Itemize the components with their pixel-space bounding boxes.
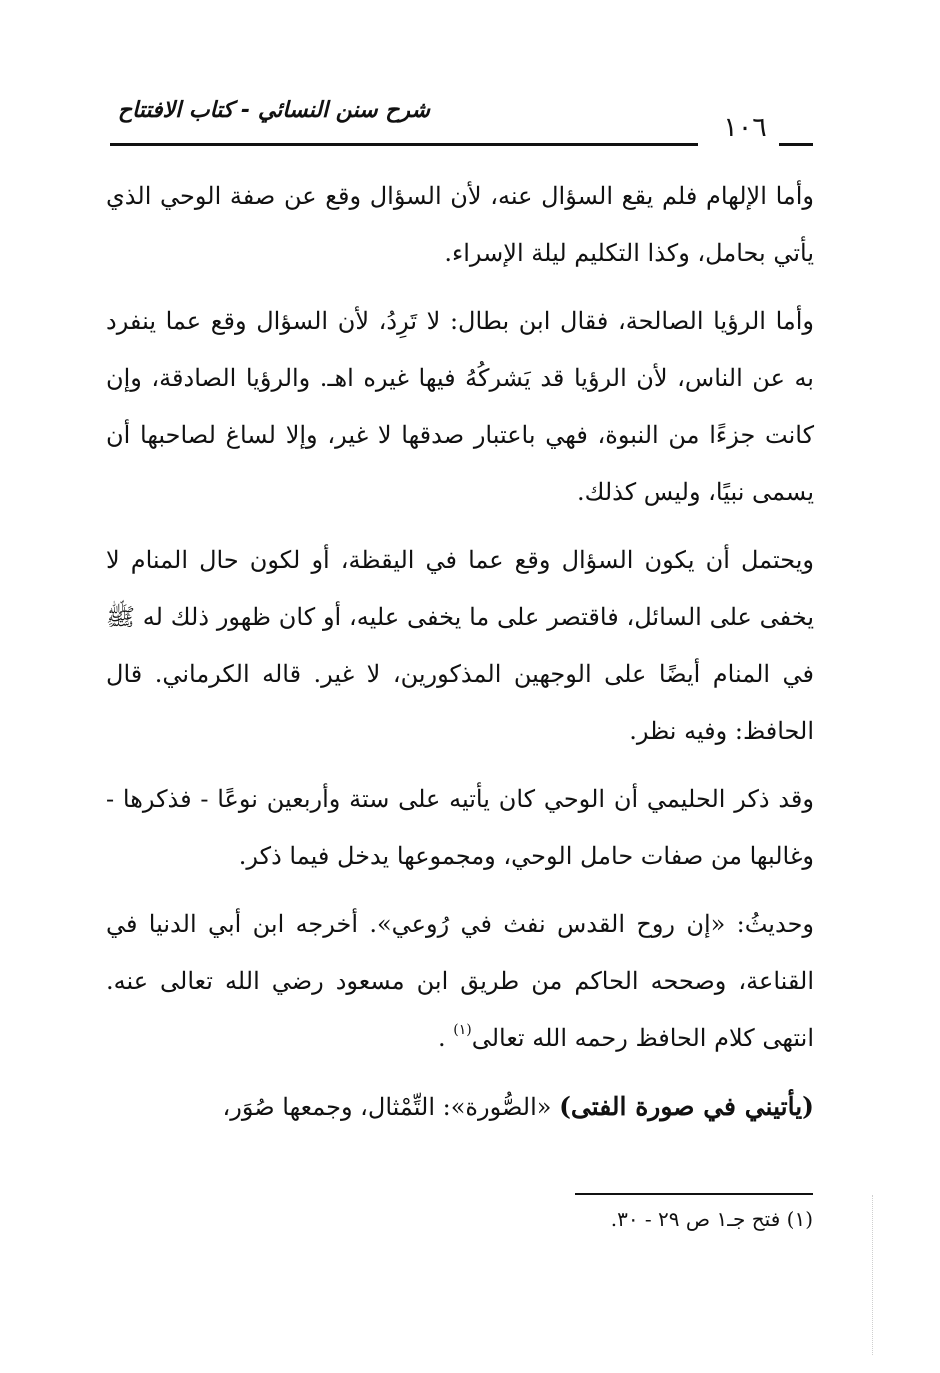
footnote-rule	[575, 1193, 813, 1195]
body-text	[106, 168, 814, 1136]
scan-margin-dots	[872, 1195, 875, 1355]
paragraph-hadith-text: وحديثُ: «إن روح القدس نفث في رُوعي». أخرجه ابن أبي الدنيا في القناعة، وصححه الحاكم من طريق ابن مسعود رضي الله تعالى عنه. انتهى كلام الحافظ رحمه الله تعالى	[106, 910, 814, 1052]
paragraph-hadith	[106, 896, 814, 1067]
footnote-reference: (١)	[453, 1022, 472, 1038]
footnote: (١) فتح جـ١ ص ٢٩ - ٣٠.	[610, 1207, 813, 1231]
header-rule	[110, 143, 698, 146]
paragraph-ruya: وأما الرؤيا الصالحة، فقال ابن بطال: لا تَرِدُ، لأن السؤال وقع عما ينفرد به عن الناس، لأن الرؤيا قد يَشركُهُ فيها غيره اهـ. والرؤيا الصادقة، وإن كانت جزءًا من النبوة، فهي باعتبار صدقها لا غير، وإلا لساغ لصاحبها أن يسمى نبيًا، وليس كذلك.	[106, 307, 814, 506]
page-number: ١٠٦	[723, 112, 767, 143]
hadith-quote-bold: (يأتيني في صورة الفتى)	[559, 1092, 814, 1121]
paragraph-ilham: وأما الإلهام فلم يقع السؤال عنه، لأن السؤال وقع عن صفة الوحي الذي يأتي بحامل، وكذا التكليم ليلة الإسراء.	[106, 182, 814, 267]
paragraph-surah	[106, 1078, 814, 1136]
paragraph-yaqaza: ويحتمل أن يكون السؤال وقع عما في اليقظة، أو لكون حال المنام لا يخفى على السائل، فاقتصر على ما يخفى عليه، أو كان ظهور ذلك له ﷺ في المنام أيضًا على الوجهين المذكورين، لا غير. قاله الكرماني. قال الحافظ: وفيه نظر.	[106, 546, 814, 745]
paragraph-surah-text: «الصُّورة»: التِّمْثال، وجمعها صُوَر،	[222, 1093, 560, 1121]
header-rule-short	[779, 143, 813, 146]
running-title: شرح سنن النسائي - كتاب الافتتاح	[117, 98, 430, 123]
paragraph-hadith-end: .	[437, 1024, 454, 1052]
paragraph-halimi: وقد ذكر الحليمي أن الوحي كان يأتيه على ستة وأربعين نوعًا - فذكرها - وغالبها من صفات حامل الوحي، ومجموعها يدخل فيما ذكر.	[106, 785, 814, 870]
